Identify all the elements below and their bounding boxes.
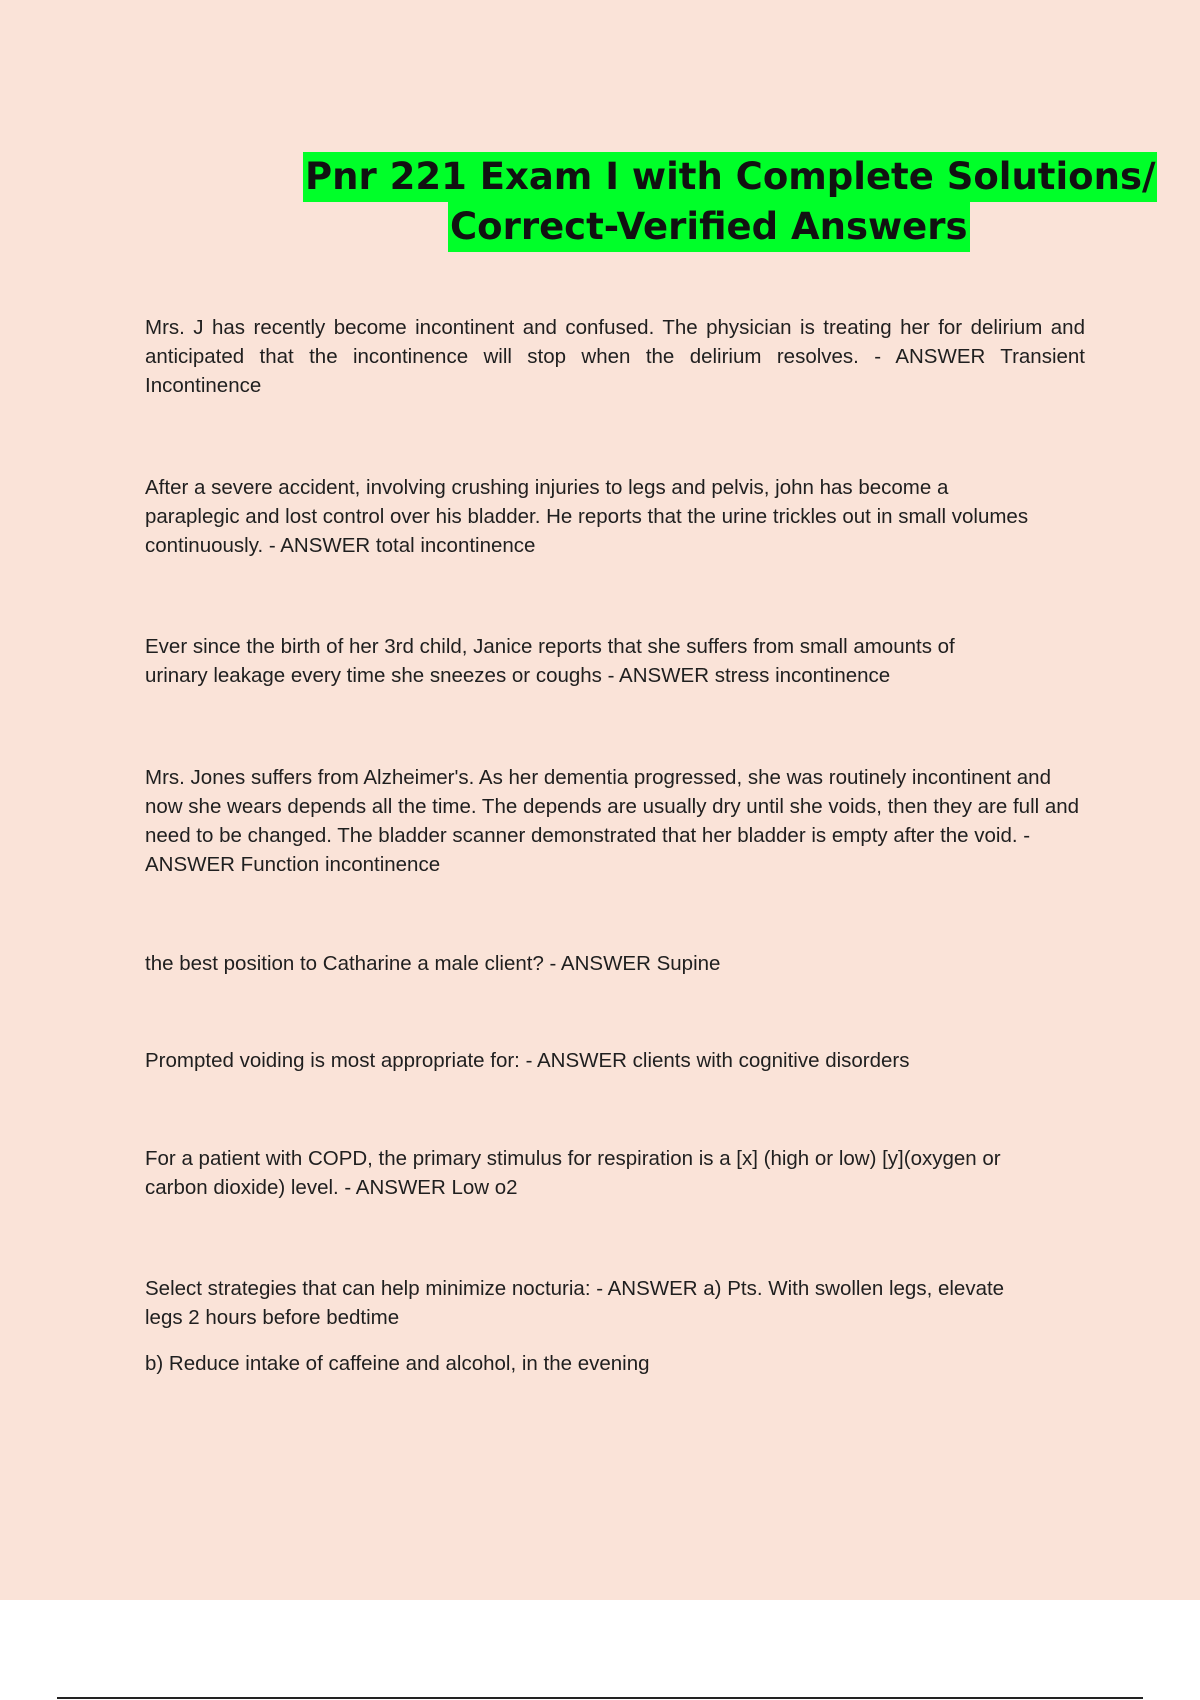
qa-item: Select strategies that can help minimize nocturia: - ANSWER a) Pts. With swollen legs, elevate legs 2 hours before bedtime (145, 1277, 1005, 1329)
qa-item: Mrs. J has recently become incontinent and confused. The physician is treating her for delirium and anticipated that the incontinence will stop when the delirium resolves. - ANSWER Transient Incontinence (145, 316, 1085, 397)
qa-item: For a patient with COPD, the primary stimulus for respiration is a [x] (high or low) [y](oxygen or carbon dioxide) level. - ANSWER Low o2 (145, 1147, 1001, 1199)
qa-item: the best position to Catharine a male client? - ANSWER Supine (145, 952, 721, 975)
qa-item: After a severe accident, involving crushing injuries to legs and pelvis, john has become a paraplegic and lost control over his bladder. He reports that the urine trickles out in small volumes continuously. - ANSWER total incontinence (145, 476, 1029, 557)
footer-rule (57, 1697, 1143, 1699)
qa-item: b) Reduce intake of caffeine and alcohol, in the evening (145, 1352, 650, 1375)
qa-item: Mrs. Jones suffers from Alzheimer's. As her dementia progressed, she was routinely incontinent and now she wears depends all the time. The depends are usually dry until she voids, then they are full and need to be changed. The bladder scanner demonstrated that her bladder is empty after the void. - ANSWER Function incontinence (145, 766, 1080, 876)
title-line-1: Pnr 221 Exam I with Complete Solutions/ (303, 152, 1157, 202)
qa-item: Ever since the birth of her 3rd child, Janice reports that she suffers from small amounts of urinary leakage every time she sneezes or coughs - ANSWER stress incontinence (145, 635, 955, 687)
qa-item: Prompted voiding is most appropriate for: - ANSWER clients with cognitive disorders (145, 1049, 910, 1072)
title-line-2: Correct-Verified Answers (448, 202, 970, 252)
